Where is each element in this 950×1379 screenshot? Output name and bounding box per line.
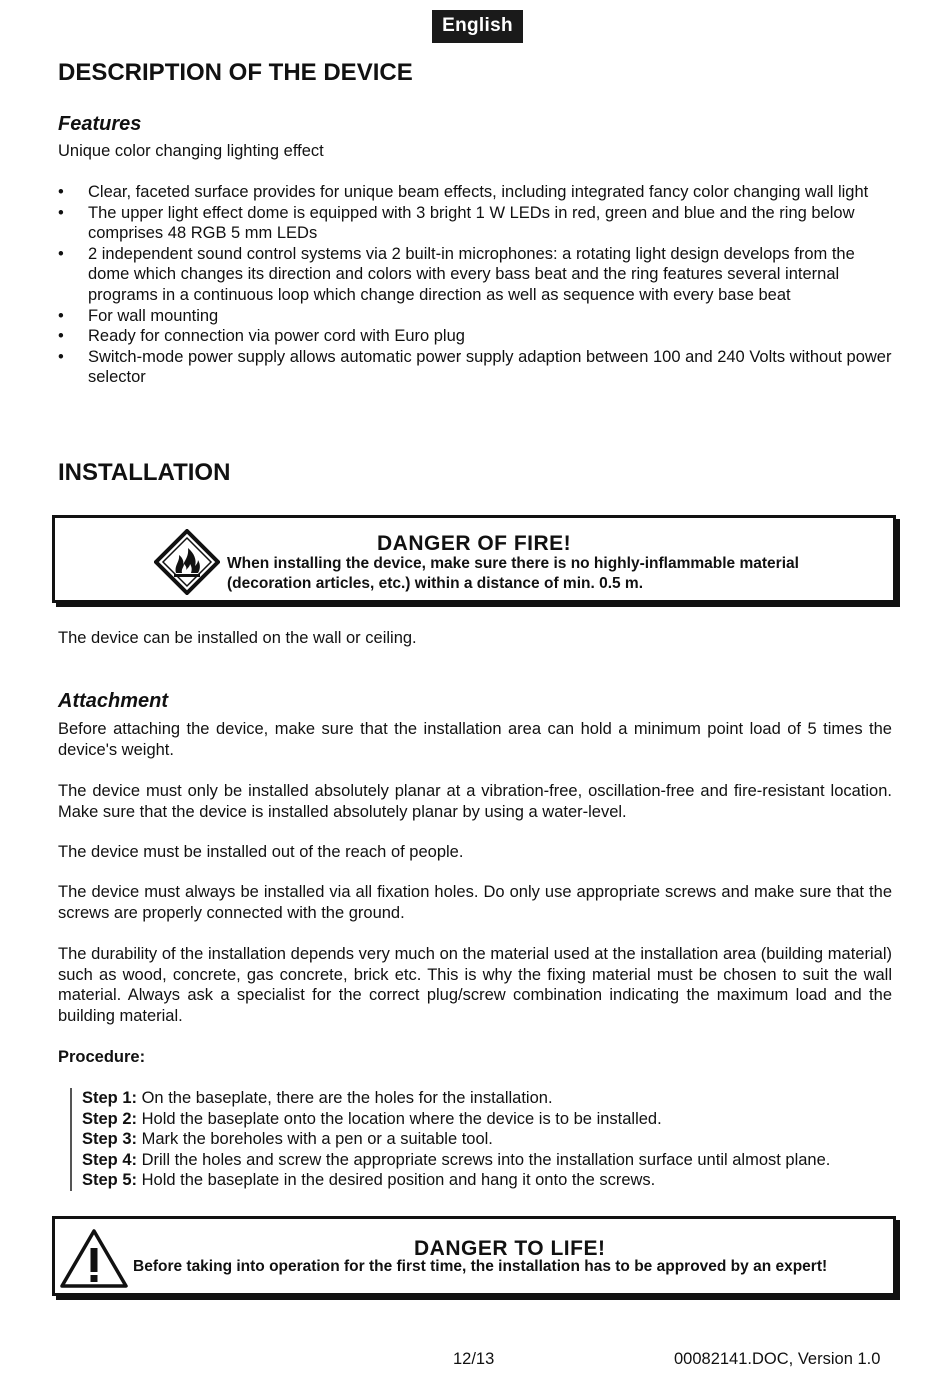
attachment-paragraph: The durability of the installation depends very much on the material used at the installation area (building material) such as wood, concrete, gas concrete, brick etc. This is why the fixing material must be chosen to suit the wall material. Always ask a specialist for the correct plug/screw combination indicating the maximum load and the building material. xyxy=(58,945,892,1025)
attachment-paragraph: Before attaching the device, make sure that the installation area can hold a minimum point load of 5 times the device's weight. xyxy=(58,720,892,759)
procedure-step: Step 3: Mark the boreholes with a pen or a suitable tool. xyxy=(82,1130,493,1149)
section-title-installation: INSTALLATION xyxy=(58,459,231,486)
section-title-description: DESCRIPTION OF THE DEVICE xyxy=(58,59,413,86)
attachment-paragraph: The device must only be installed absolutely planar at a vibration-free, oscillation-free and fire-resistant location. Make sure that the device is installed absolutely planar by using a water-level. xyxy=(58,782,892,821)
attachment-heading: Attachment xyxy=(58,690,169,712)
exclamation-triangle-icon xyxy=(59,1228,129,1290)
bullet-icon: • xyxy=(58,203,64,222)
fire-warning-text: When installing the device, make sure there is no highly-inflammable material (decoration articles, etc.) within a distance of min. 0.5 m. xyxy=(227,555,799,592)
bullet-icon: • xyxy=(58,327,64,346)
life-warning-title: DANGER TO LIFE! xyxy=(414,1237,606,1260)
bullet-icon: • xyxy=(58,183,64,201)
features-intro: Unique color changing lighting effect xyxy=(58,142,324,160)
bullet-icon: • xyxy=(58,347,64,366)
attachment-paragraph: The device must always be installed via all fixation holes. Do only use appropriate screws and make sure that the screws are properly connected with the ground. xyxy=(58,883,892,922)
mount-text: The device can be installed on the wall or ceiling. xyxy=(58,629,417,647)
procedure-label: Procedure: xyxy=(58,1048,146,1066)
bullet-icon: • xyxy=(58,244,64,263)
page-number: 12/13 xyxy=(453,1350,495,1368)
fire-hazard-icon xyxy=(154,529,220,595)
procedure-step: Step 5: Hold the baseplate in the desired position and hang it onto the screws. xyxy=(82,1171,656,1190)
list-item: • Switch-mode power supply allows automatic power supply adaption between 100 and 240 Volts without power selector xyxy=(58,347,892,387)
life-warning-box xyxy=(52,1216,896,1296)
fire-warning-title: DANGER OF FIRE! xyxy=(377,532,572,555)
list-item: • The upper light effect dome is equipped with 3 bright 1 W LEDs in red, green and blue and the ring below comprises 48 RGB 5 mm LEDs xyxy=(58,203,855,243)
attachment-paragraph: The device must be installed out of the reach of people. xyxy=(58,843,464,861)
bullet-icon: • xyxy=(58,306,64,325)
fire-warning-box xyxy=(52,515,896,603)
life-warning-text: Before taking into operation for the first time, the installation has to be approved by an expert! xyxy=(133,1258,828,1275)
language-badge: English xyxy=(432,10,523,43)
procedure-step: Step 2: Hold the baseplate onto the location where the device is to be installed. xyxy=(82,1109,662,1128)
list-item: • 2 independent sound control systems via 2 built-in microphones: a rotating light design develops from the dome which changes its direction and colors with every bass beat and the ring features several internal programs in a continuous loop which change direction as well as sequence with every base beat xyxy=(58,244,855,304)
procedure-step: Step 4: Drill the holes and screw the appropriate screws into the installation surface until almost plane. xyxy=(82,1150,831,1169)
list-item: • Ready for connection via power cord with Euro plug xyxy=(58,327,465,346)
document-version: 00082141.DOC, Version 1.0 xyxy=(674,1350,881,1368)
procedure-step: Step 1: On the baseplate, there are the holes for the installation. xyxy=(82,1089,553,1107)
list-item: • For wall mounting xyxy=(58,306,219,325)
procedure-steps xyxy=(70,1088,830,1191)
features-list xyxy=(58,182,892,388)
list-item: • Clear, faceted surface provides for unique beam effects, including integrated fancy color changing wall light xyxy=(58,183,869,201)
features-heading: Features xyxy=(58,113,142,135)
